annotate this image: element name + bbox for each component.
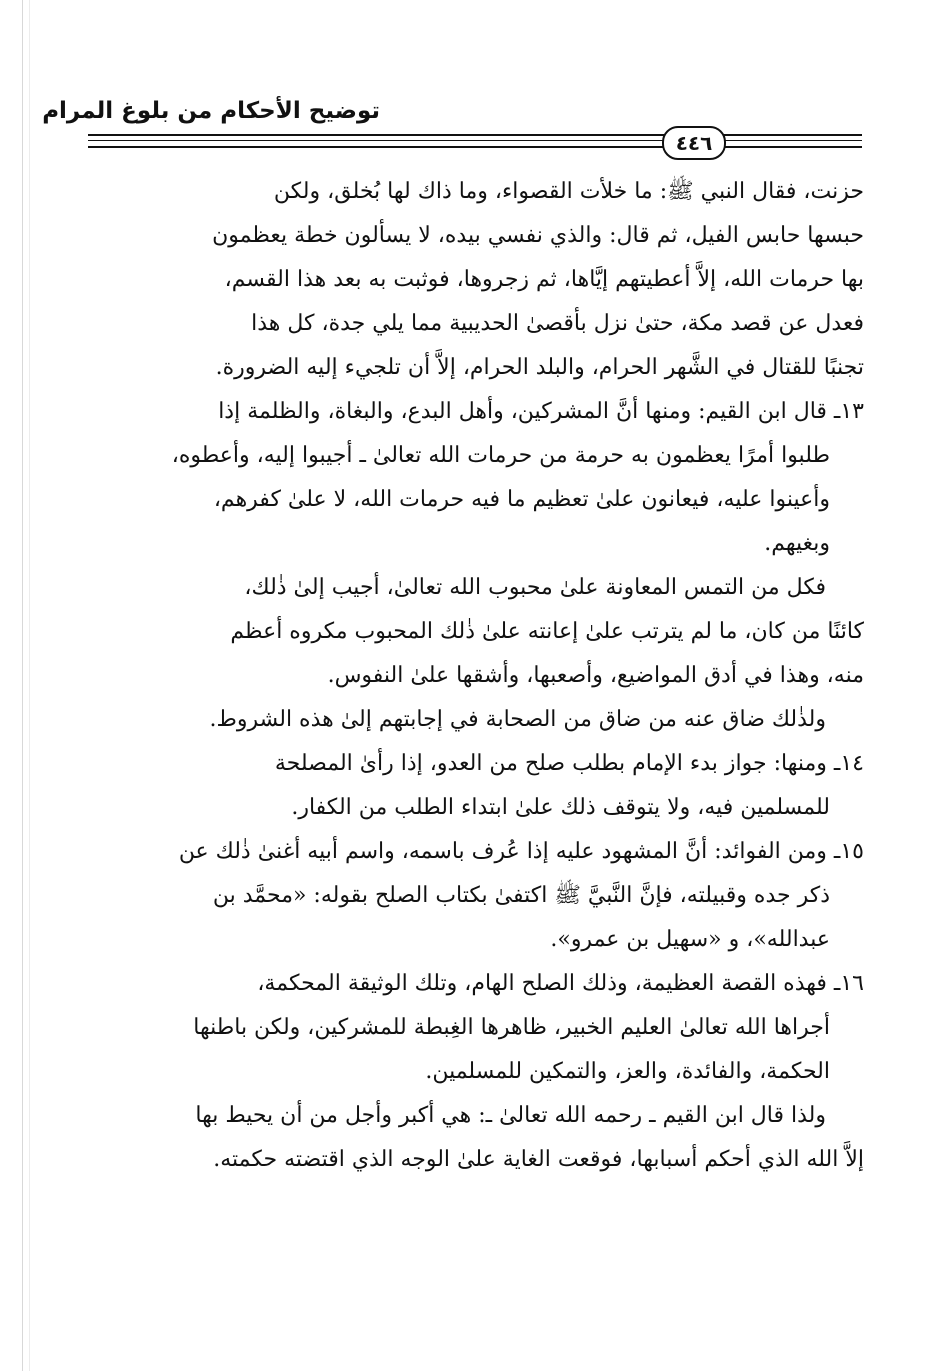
paragraph-b [126, 698, 864, 742]
header-rule [88, 134, 862, 136]
text-line: وأعينوا عليه، فيعانون علىٰ تعظيم ما فيه حرمات الله، لا علىٰ كفرهم، [213, 487, 830, 512]
text-line: حزنت، فقال النبي ﷺ: ما خلأت القصواء، وما ذاك لها بُخلق، ولكن [273, 179, 864, 204]
paragraph-a [126, 566, 864, 698]
text-line: تجنبًا للقتال في الشَّهر الحرام، والبلد الحرام، إلاَّ أن تلجيء إليه الضرورة. [215, 355, 864, 380]
header-rule [88, 146, 862, 148]
text-line: منه، وهذا في أدق المواضيع، وأصعبها، وأشقها علىٰ النفوس. [327, 663, 864, 688]
text-line: بها حرمات الله، إلاَّ أعطيتهم إيَّاها، ثم زجروها، فوثبت به بعد هذا القسم، [224, 267, 864, 292]
text-line: ١٦ـ فهذه القصة العظيمة، وذلك الصلح الهام، وتلك الوثيقة المحكمة، [257, 971, 864, 996]
text-line: الحكمة، والفائدة، والعز، والتمكين للمسلمين. [425, 1059, 830, 1084]
text-line: أجراها الله تعالىٰ العليم الخبير، ظاهرها الغِبطة للمشركين، ولكن باطنها [193, 1015, 830, 1040]
text-line: عبدالله»، و «سهيل بن عمرو». [550, 927, 830, 952]
text-line: ولذٰلك ضاق عنه من ضاق من الصحابة في إجابتهم إلىٰ هذه الشروط. [209, 707, 826, 732]
page-edge [22, 0, 30, 1371]
numbered-item-16 [126, 962, 864, 1094]
text-line: ١٤ـ ومنها: جواز بدء الإمام بطلب صلح من العدو، إذا رأىٰ المصلحة [274, 751, 864, 776]
page-number: ٤٤٦ [662, 126, 726, 160]
header-rule [88, 140, 862, 141]
text-line: طلبوا أمرًا يعظمون به حرمة من حرمات الله تعالىٰ ـ أجيبوا إليه، وأعطوه، [171, 443, 830, 468]
numbered-item-13 [126, 390, 864, 566]
text-line: ١٣ـ قال ابن القيم: ومنها أنَّ المشركين، وأهل البدع، والبغاة، والظلمة إذا [218, 399, 864, 424]
text-line: فعدل عن قصد مكة، حتىٰ نزل بأقصىٰ الحديبية مما يلي جدة، كل هذا [251, 311, 864, 336]
text-line: ذكر جده وقبيلته، فإنَّ النَّبيَّ ﷺ اكتفىٰ بكتاب الصلح بقوله: «محمَّد بن [212, 883, 830, 908]
text-line: فكل من التمس المعاونة علىٰ محبوب الله تعالىٰ، أجيب إلىٰ ذٰلك، [244, 575, 826, 600]
numbered-item-14 [126, 742, 864, 830]
text-line: ولذا قال ابن القيم ـ رحمه الله تعالىٰ ـ: هي أكبر وأجل من أن يحيط بها [195, 1103, 826, 1128]
text-line: وبغيهم. [764, 531, 830, 556]
numbered-item-15 [126, 830, 864, 962]
running-header-title: توضيح الأحكام من بلوغ المرام [42, 98, 380, 124]
text-line: إلاَّ الله الذي أحكم أسبابها، فوقعت الغاية علىٰ الوجه الذي اقتضته حكمته. [213, 1147, 864, 1172]
text-line: حبسها حابس الفيل، ثم قال: والذي نفسي بيده، لا يسألون خطة يعظمون [212, 223, 864, 248]
paragraph-c [126, 1094, 864, 1182]
text-line: كائنًا من كان، ما لم يترتب علىٰ إعانته علىٰ ذٰلك المحبوب مكروه أعظم [230, 619, 864, 644]
paragraph-intro [126, 170, 864, 390]
text-line: ١٥ـ ومن الفوائد: أنَّ المشهود عليه إذا عُرف باسمه، واسم أبيه أغنىٰ ذٰلك عن [178, 839, 864, 864]
text-line: للمسلمين فيه، ولا يتوقف ذلك علىٰ ابتداء الطلب من الكفار. [291, 795, 830, 820]
body-text [126, 170, 864, 1182]
